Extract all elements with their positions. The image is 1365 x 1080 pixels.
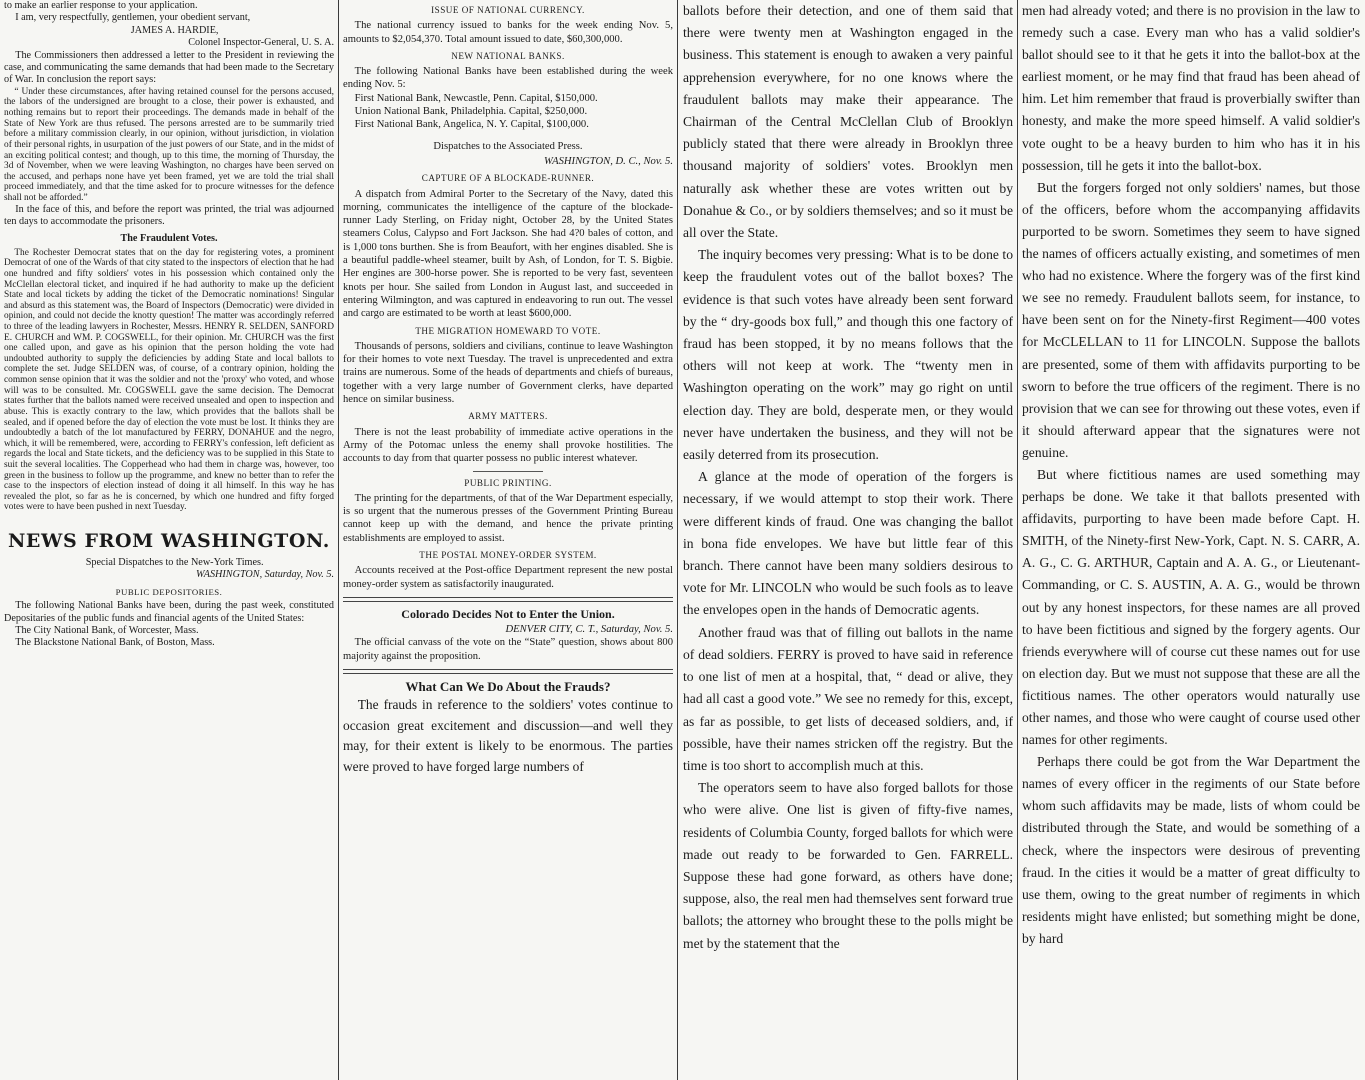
paragraph-already-voted: men had already voted; and there is no provision in the law to remedy such a case. Every man who has a valid soldier's ballot should see to it that he gets it into the ballot-box at the earliest moment, or he may find that fraud has been ahead of him. Let him remember that fraud is proverbially swifter than honesty, and make the more speed himself. A valid soldier's vote ought to be a heavy burden to him who has it in his possession, till he gets it into the ballot-box.	[1022, 3, 1360, 173]
column-rule-1	[338, 0, 339, 1080]
top-line-1: to make an earlier response to your application.	[4, 0, 198, 11]
column-1	[4, 0, 334, 1080]
heading-fraudulent-votes: The Fraudulent Votes.	[120, 233, 218, 245]
paragraph-postal: Accounts received at the Post-office Department represent the new postal money-order system as satisfactorily inaugurated.	[343, 565, 673, 590]
heading-colorado: Colorado Decides Not to Enter the Union.	[401, 606, 615, 621]
paragraph-war-department: Perhaps there could be got from the War Department the names of every officer in the regiments of our State before whom such affidavits may be made, lists of whom could be distributed through the State, and would be something of a check, where the inspectors were desirous of preventing fraud. In the cities it would be a matter of great difficulty to use them, owing to the great number of regiments in which residents might have enlisted; but something might be done, by hard	[1022, 754, 1360, 946]
paragraph-another-fraud: Another fraud was that of filling out ballots in the name of dead soldiers. FERRY is proved to have said in reference to one list of men at a hospital, that, “ dead or alive, they had all cast a good vote.” We see no remedy for this, except, as far as possible, to get lists of deceased soldiers, and, if possible, have their names stricken off the registry. But the time is too short to accomplish much at this.	[683, 624, 1013, 773]
paragraph-army: There is not the least probability of immediate active operations in the Army of the Potomac unless the enemy shall provoke hostilities. The accounts to day from that quarter possess no public interest whatever.	[343, 426, 673, 465]
dateline-colorado: DENVER CITY, C. T., Saturday, Nov. 5.	[505, 624, 673, 636]
double-rule	[343, 597, 673, 602]
paragraph-operators: The operators seem to have also forged ballots for those who were alive. One list is given of fifty-five names, residents of Columbia County, forged ballots for which were made out ready to be forwarded to Gen. FARRELL. Suppose these had gone forward, as others have done; suppose, also, the real men had themselves sent forward true ballots; the attorney who brought these to the polls might be met by the statement that the	[683, 780, 1013, 951]
paragraph-forgers: But the forgers forged not only soldiers' names, but those of the officers, before whom the accompanying affidavits purported to be sworn. Sometimes they seem to have signed the names of officers actually existing, and sometimes of men who had no existence. Where the forgery was of the first kind we see no remedy. Fraudulent ballots seem, for instance, to have been sent on for the Ninety-first Regiment—400 votes for McCLELLAN to 11 for LINCOLN. Suppose the ballots are presented, some of them with affidavits purporting to be sworn to before the true officers of the regiment. There is no provision that we can see for throwing out these votes, even if it should afterward appear that the signatures were not genuine.	[1022, 179, 1360, 460]
report-quote: “ Under these circumstances, after having retained counsel for the persons accused, the labors of the undersigned are brought to a close, their power is exhausted, and nothing remains but to report their proceedings. The demands made in behalf of the State of New York are thus refused. The persons arrested are to be summarily tried before a military commission clearly, in our opinion, without jurisdiction, in violation of their personal rights, in usurpation of the just powers of our State, and in the midst of an exciting political contest; and though, up to this time, the morning of Thursday, the 3d of November, when we were leaving Washington, no charges have been served on the accused, and perhaps none have yet been framed, yet we are told the trial shall proceed immediately, and that the time asked for to procure witnesses for the defence shall not be afforded.”	[4, 86, 334, 203]
paragraph-commissioners: The Commissioners then addressed a letter to the President in reviewing the case, and communicating the same demands that had been made to the Secretary of War. In conclusion the report says:	[4, 49, 334, 86]
column-4	[1022, 0, 1360, 1080]
paragraph-fictitious: But where fictitious names are used something may perhaps be done. We take it that ballots presented with affidavits, purporting to have been made before Capt. H. SMITH, of the Ninety-first New-York, Capt. N. S. CARR, A. A. G., C. G. ARTHUR, Captain and A. A. G., or Lieutenant-Commanding, or C. S. AUSTIN, A. A. G., would be thrown out by any honest inspectors, for these names are all proved to have been fictitious and signed by the forgery agents. Our friends everywhere will of course cut these names out for use on election day. But we must not suppose that these are all the fictitious names. The other operators would naturally use other names, and those who were caught of course used other names for other regiments.	[1022, 466, 1360, 748]
paragraph-inquiry: The inquiry becomes very pressing: What is to be done to keep the fraudulent votes out of the ballot boxes? The evidence is that such votes have already been sent forward by the “ dry-goods box full,” and though this one factory of fraud has been stopped, it by no means follows that the others will not keep at work. The “twenty men in Washington operating on the work” may go right on until election day. They are bold, desperate men, or they would never have undertaken the business, and they will not be easily deterred from its prosecution.	[683, 247, 1013, 463]
paragraph-capture: A dispatch from Admiral Porter to the Secretary of the Navy, dated this morning, communicates the intelligence of the capture of the blockade-runner Lady Sterling, on Friday night, October 28, by the United States steamers Colus, Calypso and Fort Jackson. She had 4?0 bales of cotton, and is 1,000 tons burthen. She is from Beaufort, with her engines disabled. She is a beautiful paddle-wheel steamer, built by Ash, of London, for T. S. Bigbie. Her engines are 300-horse power. She is reported to be very fast, seventeen knots per hour. She sailed from London in August last, and succeeded in entering Wilmington, and was captured in endeavoring to run out. The vessel and cargo are estimated to be worth at least $600,000.	[343, 188, 673, 320]
heading-public-depositories: PUBLIC DEPOSITORIES.	[115, 586, 223, 597]
paragraph-rochester: The Rochester Democrat states that on the day for registering votes, a prominent Democrat of one of the Wards of that city stated to the inspectors of election that he had one hundred and fifty soldiers' votes in his possession which contained only the McClellan electoral ticket, and inquired if he had authority to make up the deficient State and local tickets by adding the ticket of the Democratic nominations! Singular and absurd as this statement was, the Board of Inspectors (Democratic) were divided in opinion, and could not decide the knotty question! The matter was accordingly referred to three of the leading lawyers in Rochester, Messrs. HENRY R. SELDEN, SANFORD E. CHURCH and WM. P. COGSWELL, for their opinion. Mr. CHURCH was the first one called upon, and gave as his opinion that the person holding the vote had undoubted authority to supply the deficiencies by adding State and local ballots to complete the set. Judge SELDEN was, of course, of a contrary opinion, holding the common sense opinion that it was the soldier and not the 'proxy' who voted, and whose will was to be consulted. Mr. COGSWELL gave the same decision. The Democrat states further that the ballots named were received unsealed and open to inspection and abuse. This is exactly contrary to the law, which provides that the ballots shall be sealed, and if opened before the day of election the vote must be lost. It thinks they are undoubtedly a batch of the lot manufactured by FERRY, DONAHUE and the negro, which, it will be remembered, were, according to FERRY's confession, left deficient as regards the local and State tickets, and the deficiency was to be supplied in this State to suit the several localities. The Copperhead who had them in charge was, however, too green in the business to follow up the programme, and knew no better than to refer the case to the inspectors of election instead of doing it all himself. In this way he has revealed the plot, so far as he is concerned, by which one hundred and fifty forged votes were to have been pushed in next Tuesday.	[4, 247, 334, 513]
signature-title: Colonel Inspector-General, U. S. A.	[188, 37, 334, 49]
new-bank-angelica: First National Bank, Angelica, N. Y. Capital, $100,000.	[354, 119, 589, 131]
paragraph-ballots: ballots before their detection, and one of them said that there were twenty men at Washington engaged in the business. This statement is enough to awaken a very painful apprehension everywhere, for no one knows where the fraudulent ballots may make their appearance. The Chairman of the Central McClellan Club of Brooklyn publicly stated that there were already in Brooklyn three thousand majority of soldiers' votes. Brooklyn men naturally ask whether these are votes written out by Donahue & Co., or by soldiers themselves; and so it must be all over the State.	[683, 3, 1013, 241]
heading-new-banks: NEW NATIONAL BANKS.	[451, 50, 565, 61]
paragraph-glance: A glance at the mode of operation of the forgers is necessary, if we would attempt to stop their work. There were different kinds of fraud. One was changing the ballot in bona fide envelopes. We have but little fear of this branch. There cannot have been many soldiers desirous to vote for Mr. LINCOLN who would be such fools as to leave the envelopes open in the hands of Democratic agents.	[683, 469, 1013, 618]
column-rule-3	[1017, 0, 1018, 1080]
heading-issue-currency: ISSUE OF NATIONAL CURRENCY.	[431, 5, 585, 15]
top-line-2: I am, very respectfully, gentlemen, your obedient servant,	[15, 12, 251, 24]
dateline-ap: WASHINGTON, D. C., Nov. 5.	[544, 155, 673, 167]
separator-rule	[473, 471, 543, 472]
heading-capture: CAPTURE OF A BLOCKADE-RUNNER.	[421, 173, 595, 184]
heading-associated-press: Dispatches to the Associated Press.	[433, 140, 583, 152]
paragraph-face: In the face of this, and before the report was printed, the trial was adjourned ten days to accommodate the prisoners.	[4, 203, 334, 227]
heading-frauds: What Can We Do About the Frauds?	[405, 679, 611, 695]
column-3	[683, 0, 1013, 1080]
paragraph-printing: The printing for the departments, of that of the War Department especially, is so urgent that the numerous presses of the Government Printing Bureau cannot keep up with the demand, and hence the private printing establishments are employed to assist.	[343, 492, 673, 544]
new-bank-newcastle: First National Bank, Newcastle, Penn. Capital, $150,000.	[354, 92, 598, 104]
paragraph-frauds: The frauds in reference to the soldiers' votes continue to occasion great excitement and discussion—and well they may, for their extent is likely to be enormous. The parties were proved to have forged large numbers of	[343, 697, 673, 774]
heading-news-from-washington: NEWS FROM WASHINGTON.	[7, 530, 331, 552]
special-dispatches-line: Special Dispatches to the New-York Times.	[85, 557, 264, 568]
heading-migration: THE MIGRATION HOMEWARD TO VOTE.	[415, 325, 601, 336]
double-rule-2	[343, 669, 673, 674]
signature-name: JAMES A. HARDIE,	[130, 24, 219, 36]
bank-blackstone: The Blackstone National Bank, of Boston, Mass.	[15, 637, 215, 649]
dateline-washington: WASHINGTON, Saturday, Nov. 5.	[195, 569, 334, 581]
new-bank-union: Union National Bank, Philadelphia. Capital, $250,000.	[354, 106, 588, 118]
bank-worcester: The City National Bank, of Worcester, Mass.	[15, 625, 199, 637]
paragraph-depositories: The following National Banks have been, during the past week, constituted Depositaries of the public funds and financial agents of the United States:	[4, 600, 334, 624]
heading-postal: THE POSTAL MONEY-ORDER SYSTEM.	[419, 549, 597, 560]
paragraph-migration: Thousands of persons, soldiers and civilians, continue to leave Washington for their homes to vote next Tuesday. The travel is unprecedented and extra trains are numerous. Some of the heads of departments and chiefs of bureaus, together with a very large number of Government clerks, have departed hence on similar business.	[343, 340, 673, 406]
paragraph-issue: The national currency issued to banks for the week ending Nov. 5, amounts to $2,054,370. Total amount issued to date, $60,300,000.	[343, 20, 673, 45]
paragraph-new-banks: The following National Banks have been established during the week ending Nov. 5:	[343, 66, 673, 91]
heading-printing: PUBLIC PRINTING.	[464, 477, 552, 488]
column-2	[343, 0, 673, 1080]
column-rule-2	[677, 0, 678, 1080]
paragraph-colorado: The official canvass of the vote on the “State” question, shows about 800 majority against the proposition.	[343, 637, 673, 662]
heading-army: ARMY MATTERS.	[468, 411, 548, 422]
